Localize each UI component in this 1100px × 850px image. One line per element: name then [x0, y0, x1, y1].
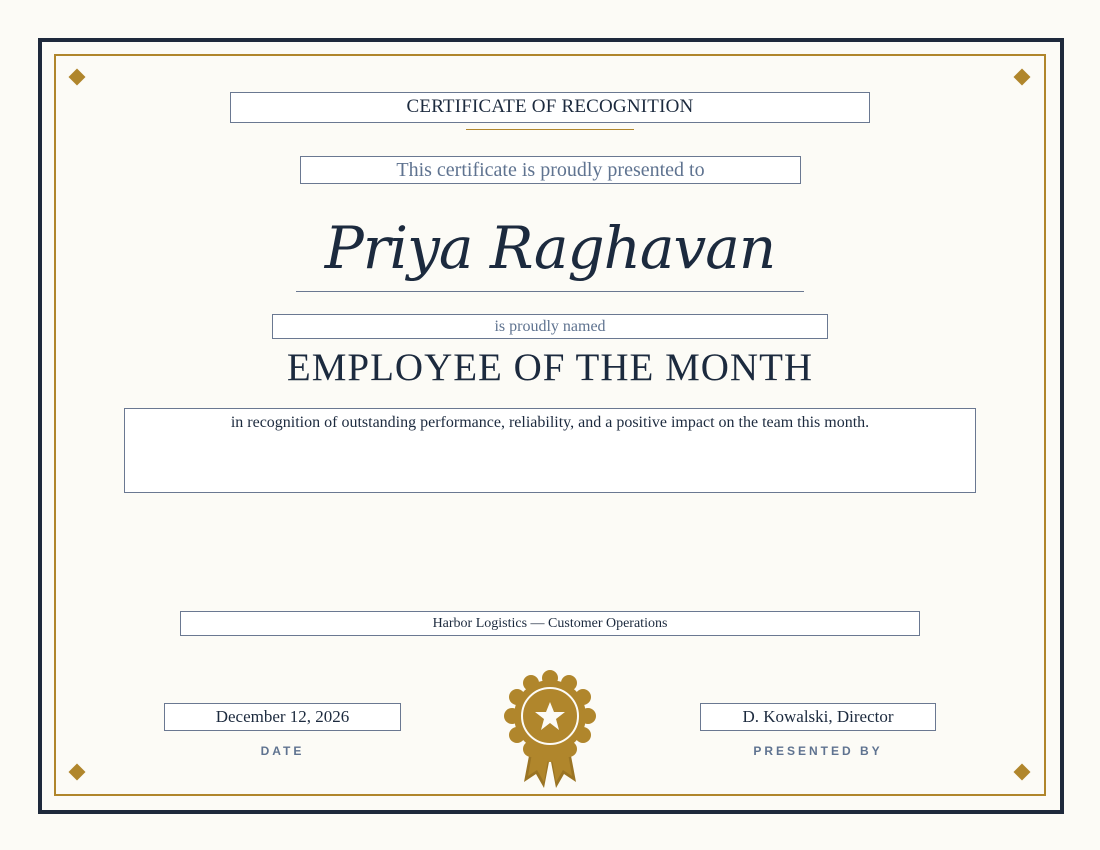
organization-field[interactable]: Harbor Logistics — Customer Operations — [180, 611, 920, 636]
certificate-title-field[interactable]: CERTIFICATE OF RECOGNITION — [230, 92, 870, 123]
award-title[interactable]: EMPLOYEE OF THE MONTH — [286, 346, 814, 389]
title-divider — [466, 129, 634, 130]
award-ribbon-star-icon — [500, 670, 600, 792]
presented-to-field[interactable]: This certificate is proudly presented to — [300, 156, 801, 184]
presenter-field[interactable]: D. Kowalski, Director — [700, 703, 936, 731]
description-field[interactable]: in recognition of outstanding performance, reliability, and a positive impact on the team this month. — [124, 408, 976, 493]
presenter-caption: PRESENTED BY — [753, 744, 883, 758]
recipient-name[interactable]: Priya Raghavan — [324, 214, 776, 282]
named-text-field[interactable]: is proudly named — [272, 314, 828, 339]
date-caption: DATE — [260, 744, 305, 758]
name-underline — [296, 291, 804, 292]
date-field[interactable]: December 12, 2026 — [164, 703, 401, 731]
